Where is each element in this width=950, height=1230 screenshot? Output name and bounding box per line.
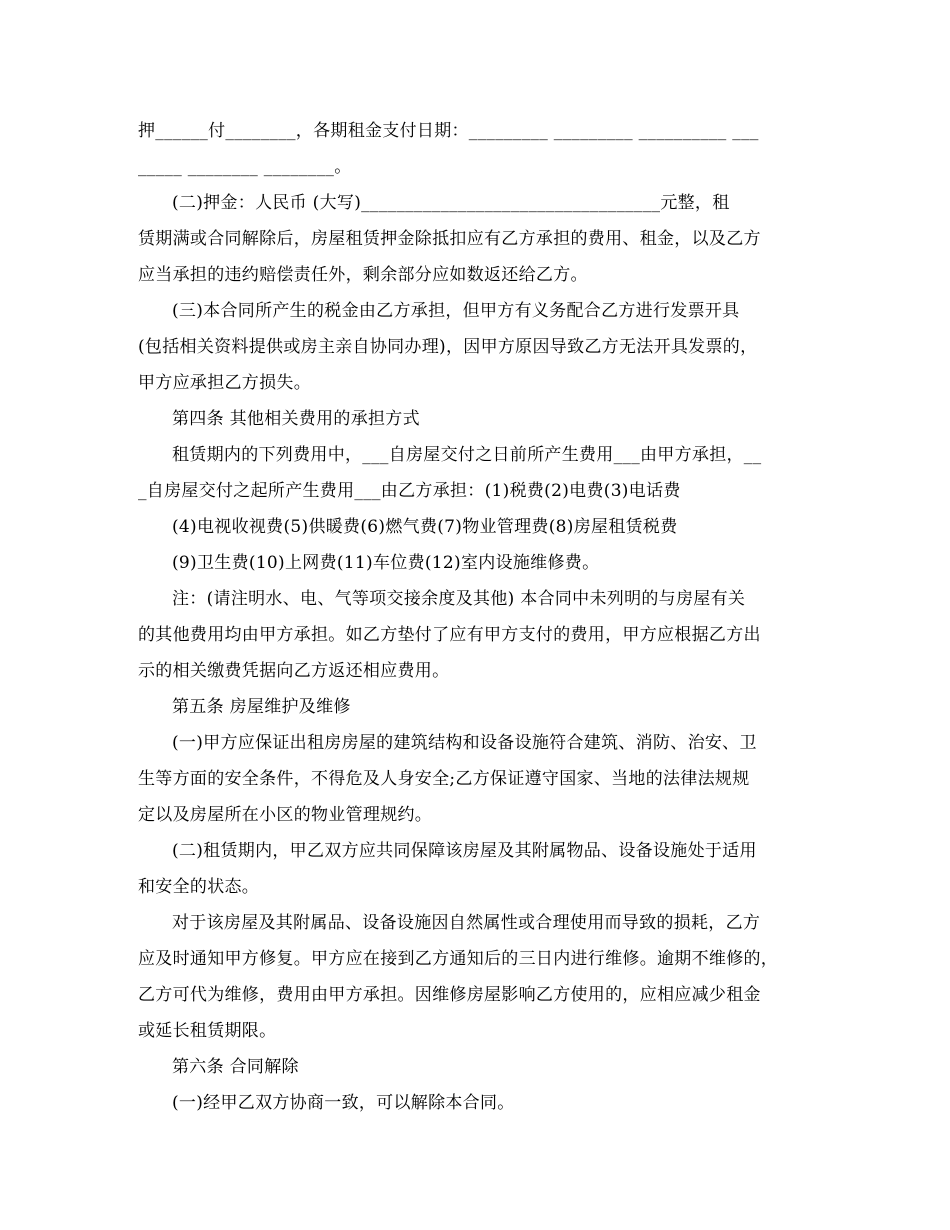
text-line: 的其他费用均由甲方承担。如乙方垫付了应有甲方支付的费用，甲方应根据乙方出 [138,625,761,645]
text-line: (一)经甲乙双方协商一致，可以解除本合同。 [172,1093,515,1113]
text-line: 乙方可代为维修，费用由甲方承担。因维修房屋影响乙方使用的，应相应减少租金 [138,985,761,1005]
text-line: _自房屋交付之起所产生费用___由乙方承担：(1)税费(2)电费(3)电话费 [138,481,681,501]
text-line: 对于该房屋及其附属品、设备设施因自然属性或合理使用而导致的损耗，乙方 [172,913,761,933]
text-line: 示的相关缴费凭据向乙方返还相应费用。 [138,661,450,681]
text-line: (二)押金：人民币 (大写)__________________________________元整，租 [172,193,730,213]
text-line: 生等方面的安全条件，不得危及人身安全;乙方保证遵守国家、当地的法律法规规 [138,769,750,789]
text-line: 或延长租赁期限。 [138,1021,277,1041]
text-line: (三)本合同所产生的税金由乙方承担，但甲方有义务配合乙方进行发票开具 [172,301,740,321]
text-line: 押______付________，各期租金支付日期：_________ _________ __________ ___ [138,121,759,141]
text-line: (4)电视收视费(5)供暖费(6)燃气费(7)物业管理费(8)房屋租赁税费 [172,517,678,537]
text-line: 应及时通知甲方修复。甲方应在接到乙方通知后的三日内进行维修。逾期不维修的， [138,949,779,969]
document-body [138,113,814,1121]
section-heading: 第六条 合同解除 [172,1057,299,1077]
text-line: (9)卫生费(10)上网费(11)车位费(12)室内设施维修费。 [172,553,600,573]
text-line: (包括相关资料提供或房主亲自协同办理)，因甲方原因导致乙方无法开具发票的， [138,337,758,357]
section-heading: 第五条 房屋维护及维修 [172,697,351,717]
text-line: 赁期满或合同解除后，房屋租赁押金除抵扣应有乙方承担的费用、租金，以及乙方 [138,229,761,249]
text-line: (二)租赁期内，甲乙双方应共同保障该房屋及其附属物品、设备设施处于适用 [172,841,757,861]
section-heading: 第四条 其他相关费用的承担方式 [172,409,420,429]
text-line: _____ ________ ________。 [138,157,352,177]
text-line: 租赁期内的下列费用中，___自房屋交付之日前所产生费用___由甲方承担，__ [172,445,762,465]
text-line: 甲方应承担乙方损失。 [138,373,311,393]
text-line: 定以及房屋所在小区的物业管理规约。 [138,805,433,825]
text-line: 注：(请注明水、电、气等项交接余度及其他) 本合同中未列明的与房屋有关 [172,589,746,609]
text-line: 应当承担的违约赔偿责任外，剩余部分应如数返还给乙方。 [138,265,588,285]
text-line: 和安全的状态。 [138,877,260,897]
text-line: (一)甲方应保证出租房房屋的建筑结构和设备设施符合建筑、消防、治安、卫 [172,733,757,753]
